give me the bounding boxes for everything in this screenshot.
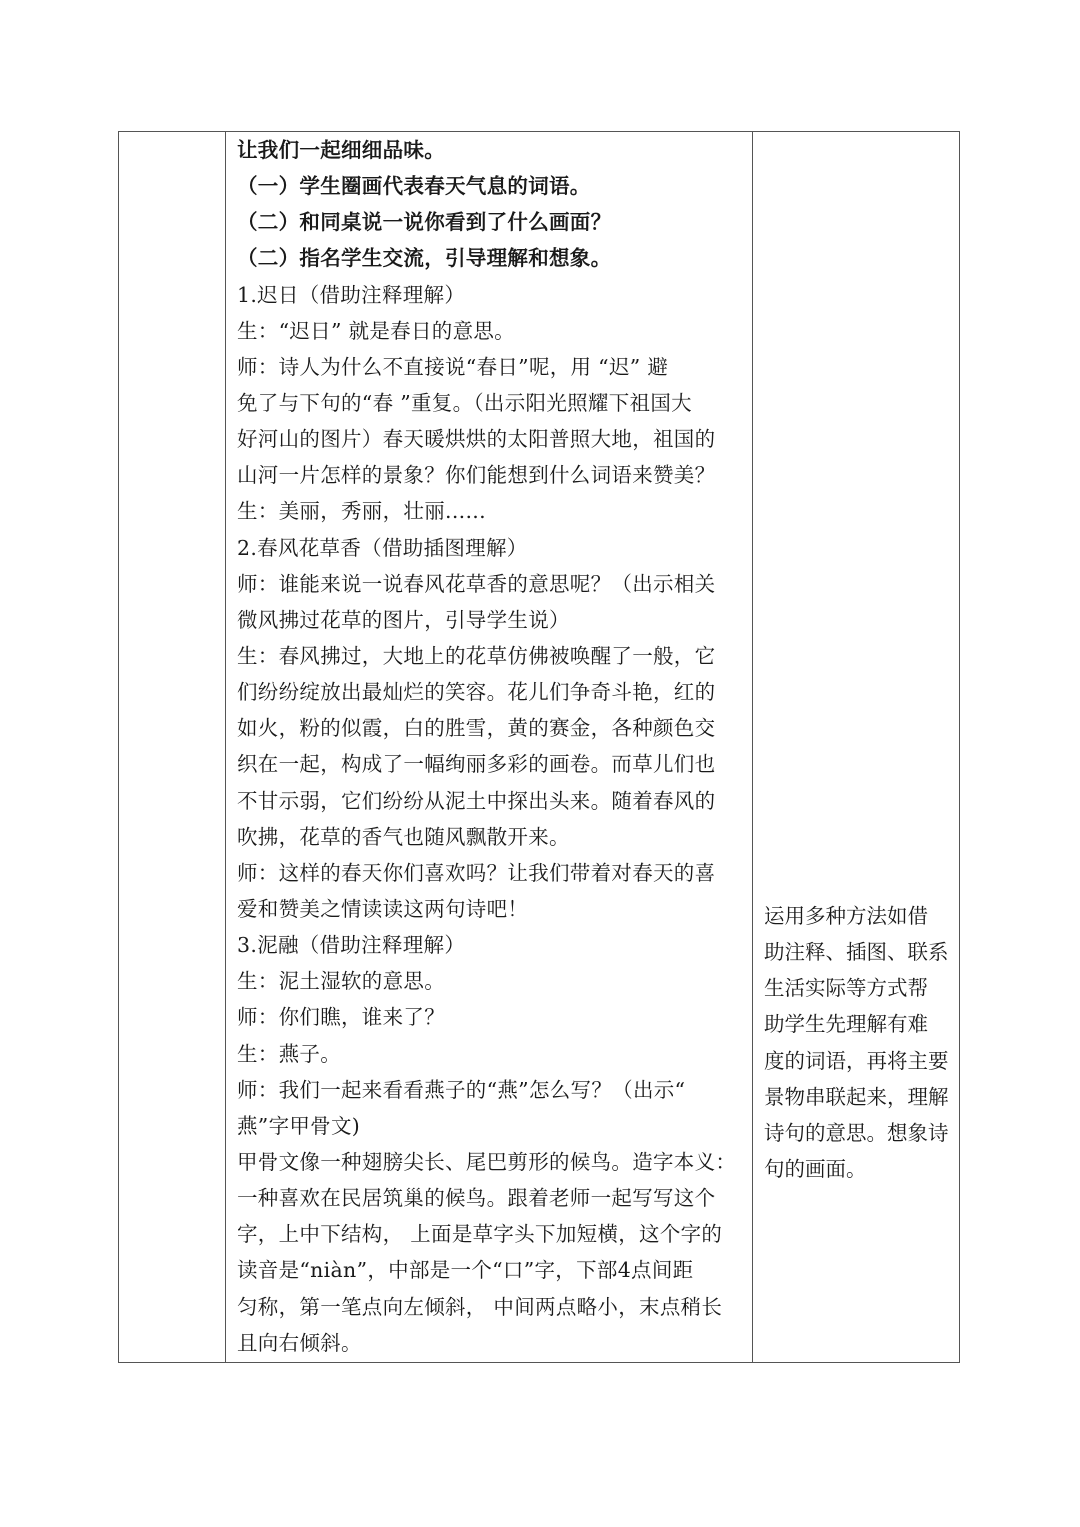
text-line: 师：诗人为什么不直接说“春日”呢，用 “迟” 避 <box>237 354 669 379</box>
text-line: 且向右倾斜。 <box>237 1330 362 1355</box>
text-line: 如火，粉的似霞，白的胜雪，黄的赛金，各种颜色交 <box>237 716 716 741</box>
text-line: 不甘示弱，它们纷纷从泥土中探出头来。随着春风的 <box>237 788 716 813</box>
text-line: 师：我们一起来看看燕子的“燕”怎么写？（出示“ <box>237 1077 686 1102</box>
text-line: 2.春风花草香（借助插图理解） <box>237 535 528 560</box>
text-line: 生：“迟日” 就是春日的意思。 <box>237 318 515 343</box>
text-line: 织在一起，构成了一幅绚丽多彩的画卷。而草儿们也 <box>237 752 716 777</box>
text-line: 免了与下句的“春 ”重复。（出示阳光照耀下祖国大 <box>237 390 692 415</box>
text-line: 山河一片怎样的景象？你们能想到什么词语来赞美？ <box>237 463 716 488</box>
note-line: 句的画面。 <box>764 1156 867 1181</box>
design-intent-cell <box>764 898 954 1187</box>
column-divider-2 <box>752 132 753 1362</box>
text-line: 师：你们瞧，谁来了？ <box>237 1005 445 1030</box>
text-line: 字，上中下结构， 上面是草字头下加短横，这个字的 <box>237 1222 723 1247</box>
note-line: 助学生先理解有难 <box>764 1012 928 1037</box>
text-line: 3.泥融（借助注释理解） <box>237 933 466 958</box>
note-line: 助注释、插图、联系 <box>764 940 949 965</box>
column-divider-1 <box>225 132 226 1362</box>
text-line: 1.迟日（借助注释理解） <box>237 282 466 307</box>
teaching-process-cell <box>237 132 751 1361</box>
text-line: 生：泥土湿软的意思。 <box>237 969 445 994</box>
text-line: 匀称，第一笔点向左倾斜， 中间两点略小，末点稍长 <box>237 1294 723 1319</box>
text-line: 们纷纷绽放出最灿烂的笑容。花儿们争奇斗艳，红的 <box>237 680 716 705</box>
note-line: 诗句的意思。想象诗 <box>764 1120 949 1145</box>
text-line: 好河山的图片）春天暖烘烘的太阳普照大地，祖国的 <box>237 427 716 452</box>
text-line: 微风拂过花草的图片，引导学生说） <box>237 607 570 632</box>
text-line: 甲骨文像一种翅膀尖长、尾巴剪形的候鸟。造字本义： <box>237 1149 737 1174</box>
text-line: 燕”字甲骨文) <box>237 1113 361 1138</box>
text-line: 生：美丽，秀丽，壮丽...... <box>237 499 486 524</box>
text-line: 生：燕子。 <box>237 1041 341 1066</box>
text-line: 读音是“niàn”，中部是一个“口”字，下部4点间距 <box>237 1258 694 1283</box>
lesson-table <box>118 131 960 1363</box>
note-line: 运用多种方法如借 <box>764 904 928 928</box>
text-line: 吹拂，花草的香气也随风飘散开来。 <box>237 824 570 849</box>
step-heading-line: （一）学生圈画代表春天气息的词语。 <box>237 174 591 199</box>
note-line: 生活实际等方式帮 <box>764 976 928 1001</box>
text-line: 师：谁能来说一说春风花草香的意思呢？（出示相关 <box>237 571 716 596</box>
text-line: 生：春风拂过，大地上的花草仿佛被唤醒了一般，它 <box>237 643 716 668</box>
step-heading-line: 让我们一起细细品味。 <box>237 138 445 162</box>
text-line: 师：这样的春天你们喜欢吗？让我们带着对春天的喜 <box>237 860 716 885</box>
text-line: 爱和赞美之情读读这两句诗吧！ <box>237 896 529 921</box>
text-line: 一种喜欢在民居筑巢的候鸟。跟着老师一起写写这个 <box>237 1186 716 1211</box>
step-heading-line: （二）和同桌说一说你看到了什么画面？ <box>237 210 612 235</box>
step-heading-line: （二）指名学生交流，引导理解和想象。 <box>237 246 612 271</box>
note-line: 度的词语，再将主要 <box>764 1048 949 1073</box>
note-line: 景物串联起来，理解 <box>764 1084 949 1109</box>
